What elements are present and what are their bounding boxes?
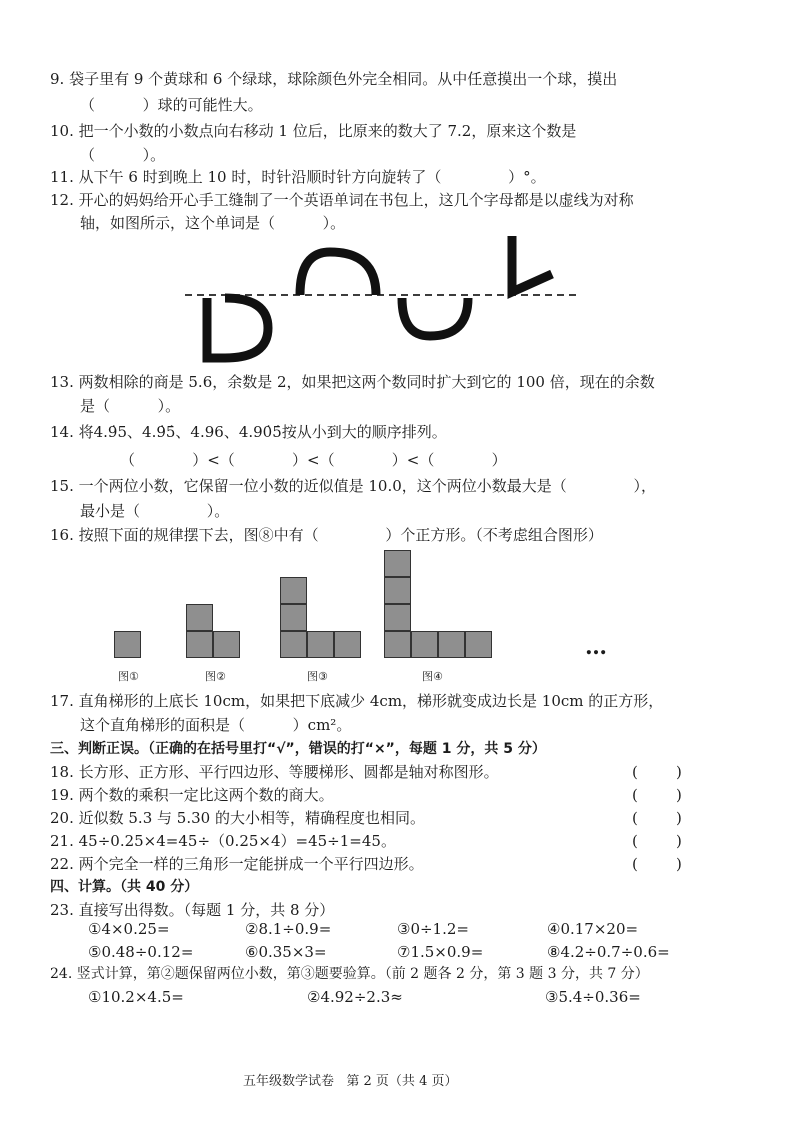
calc-item-2: ②8.1÷0.9= bbox=[245, 920, 332, 938]
q17-line2: 这个直角梯形的面积是（ ）cm²。 bbox=[80, 716, 352, 734]
q22-line: 22. 两个完全一样的三角形一定能拼成一个平行四边形。 bbox=[50, 855, 424, 873]
answer-paren-18[interactable]: ( ) bbox=[632, 763, 682, 781]
answer-paren-20[interactable]: ( ) bbox=[632, 809, 682, 827]
q17-line1: 17. 直角梯形的上底长 10cm，如果把下底减少 4cm，梯形就变成边长是 10cm 的正方形， bbox=[50, 692, 664, 710]
section-4-heading: 四、计算。（共 40 分） bbox=[50, 879, 199, 895]
square bbox=[114, 631, 141, 658]
square bbox=[384, 631, 411, 658]
square bbox=[438, 631, 465, 658]
fig-caption-4: 图④ bbox=[422, 670, 443, 683]
square bbox=[186, 604, 213, 631]
calc-item-5: ⑤0.48÷0.12= bbox=[88, 943, 194, 961]
fig-caption-2: 图② bbox=[205, 670, 226, 683]
q24-line: 24. 竖式计算，第②题保留两位小数，第③题要验算。（前 2 题各 2 分，第 3 题 3 分，共 7 分） bbox=[50, 966, 649, 982]
square bbox=[334, 631, 361, 658]
q21-line: 21. 45÷0.25×4=45÷（0.25×4）=45÷1=45。 bbox=[50, 832, 396, 850]
letter-o-half bbox=[300, 252, 376, 295]
square bbox=[186, 631, 213, 658]
q11-line: 11. 从下午 6 时到晚上 10 时，时针沿顺时针方向旋转了（ ）°。 bbox=[50, 168, 546, 186]
word-figure bbox=[180, 230, 600, 370]
q10-line1: 10. 把一个小数的小数点向右移动 1 位后，比原来的数大了 7.2，原来这个数是 bbox=[50, 122, 577, 140]
q15-line2: 最小是（ ）。 bbox=[80, 502, 230, 520]
square bbox=[465, 631, 492, 658]
q12-line2: 轴，如图所示，这个单词是（ ）。 bbox=[80, 214, 346, 232]
vertical-calc-1: ①10.2×4.5= bbox=[88, 988, 184, 1006]
square bbox=[280, 577, 307, 604]
q18-line: 18. 长方形、正方形、平行四边形、等腰梯形、圆都是轴对称图形。 bbox=[50, 763, 499, 781]
square bbox=[280, 604, 307, 631]
calc-item-7: ⑦1.5×0.9= bbox=[397, 943, 484, 961]
square bbox=[384, 550, 411, 577]
q15-line1: 15. 一个两位小数，它保留一位小数的近似值是 10.0，这个两位小数最大是（ ）， bbox=[50, 477, 657, 495]
section-3-heading: 三、判断正误。（正确的在括号里打“√”，错误的打“×”，每题 1 分，共 5 分） bbox=[50, 741, 546, 757]
answer-paren-22[interactable]: ( ) bbox=[632, 855, 682, 873]
calc-item-3: ③0÷1.2= bbox=[397, 920, 469, 938]
q9-line1: 9. 袋子里有 9 个黄球和 6 个绿球，球除颜色外完全相同。从中任意摸出一个球，摸出 bbox=[50, 70, 618, 88]
calc-item-6: ⑥0.35×3= bbox=[245, 943, 327, 961]
square bbox=[307, 631, 334, 658]
q16-line: 16. 按照下面的规律摆下去，图⑧中有（ ）个正方形。（不考虑组合图形） bbox=[50, 526, 603, 544]
q20-line: 20. 近似数 5.3 与 5.30 的大小相等，精确程度也相同。 bbox=[50, 809, 425, 827]
q19-line: 19. 两个数的乘积一定比这两个数的商大。 bbox=[50, 786, 334, 804]
q13-line2: 是（ ）。 bbox=[80, 397, 181, 415]
answer-paren-19[interactable]: ( ) bbox=[632, 786, 682, 804]
square bbox=[411, 631, 438, 658]
letter-l-half bbox=[512, 236, 552, 292]
q23-line: 23. 直接写出得数。（每题 1 分，共 8 分） bbox=[50, 901, 335, 919]
page-footer: 五年级数学试卷 第 2 页（共 4 页） bbox=[243, 1074, 458, 1089]
letter-u-half bbox=[402, 298, 468, 336]
vertical-calc-2: ②4.92÷2.3≈ bbox=[307, 988, 403, 1006]
calc-item-8: ⑧4.2÷0.7÷0.6= bbox=[547, 943, 670, 961]
q9-line2: （ ）球的可能性大。 bbox=[80, 96, 263, 114]
q14-line1: 14. 将4.9̇5、4.9̇5̇、4.96、4.90̇5̇按从小到大的顺序排列。 bbox=[50, 423, 447, 441]
square bbox=[384, 604, 411, 631]
fig-caption-1: 图① bbox=[118, 670, 139, 683]
letter-d-half bbox=[207, 298, 268, 358]
square bbox=[213, 631, 240, 658]
fig-caption-3: 图③ bbox=[307, 670, 328, 683]
q13-line1: 13. 两数相除的商是 5.6，余数是 2，如果把这两个数同时扩大到它的 100 倍，现在的余数 bbox=[50, 373, 655, 391]
square bbox=[280, 631, 307, 658]
vertical-calc-3: ③5.4÷0.36= bbox=[545, 988, 641, 1006]
square bbox=[384, 577, 411, 604]
ellipsis: … bbox=[585, 634, 607, 660]
calc-item-1: ①4×0.25= bbox=[88, 920, 170, 938]
q14-line2: （ ）<（ ）<（ ）<（ ） bbox=[120, 451, 507, 469]
q12-line1: 12. 开心的妈妈给开心手工缝制了一个英语单词在书包上，这几个字母都是以虚线为对称 bbox=[50, 191, 634, 209]
q10-line2: （ ）。 bbox=[80, 146, 166, 164]
calc-item-4: ④0.17×20= bbox=[547, 920, 639, 938]
answer-paren-21[interactable]: ( ) bbox=[632, 832, 682, 850]
